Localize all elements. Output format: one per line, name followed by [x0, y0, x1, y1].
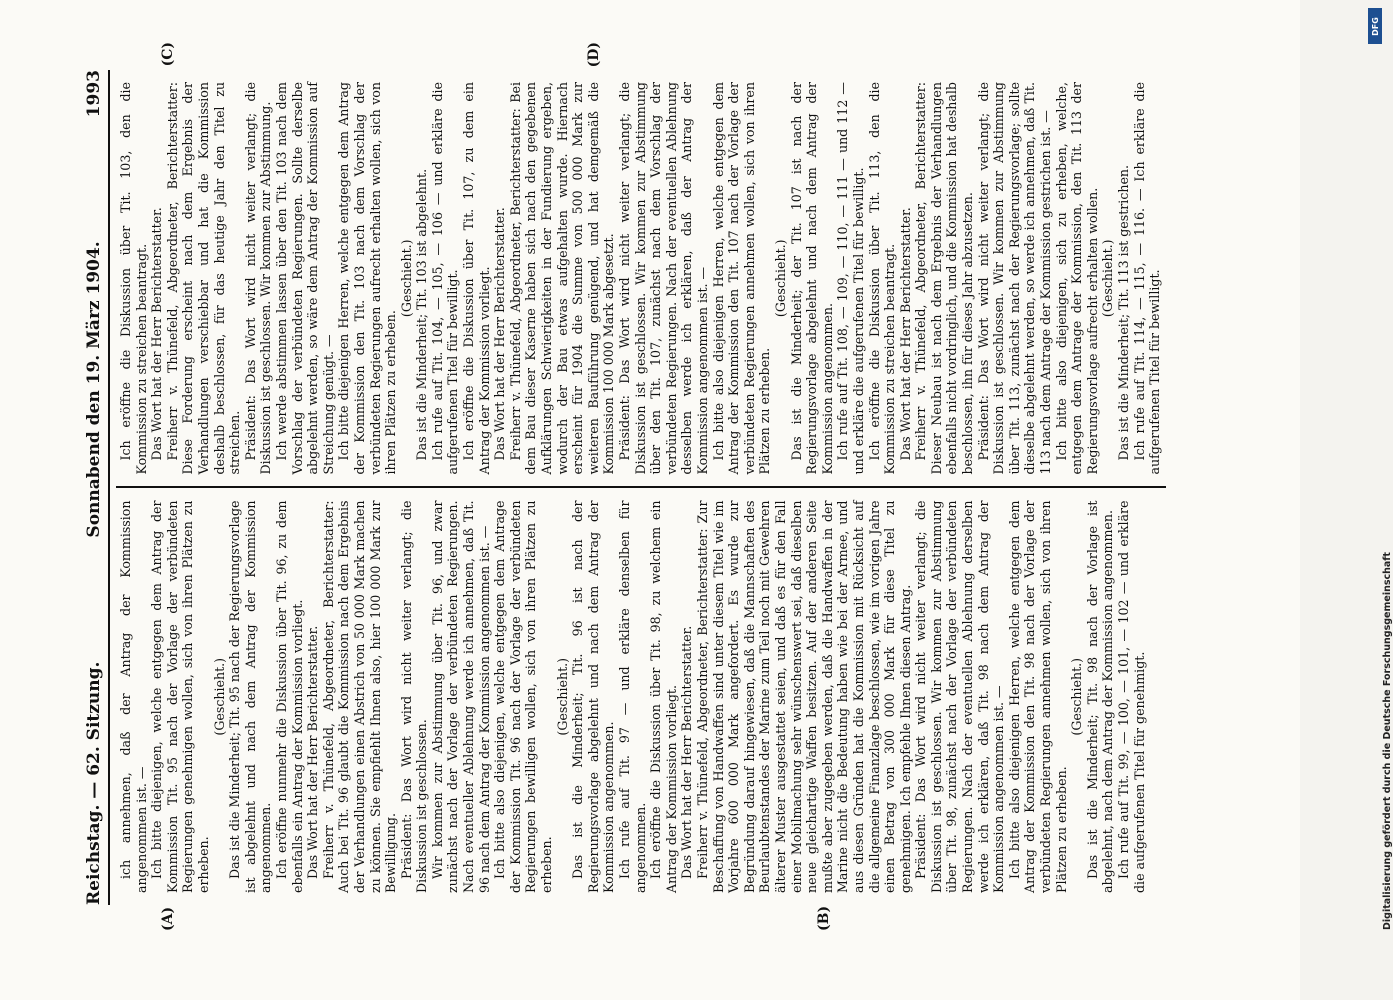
paragraph: Freiherr v. Thünefeld, Abgeordneter, Berichterstatter: Diese Forderung erscheint nach dem Ergebnis der Verhandlungen verschiebbar und hat die Kommission deshalb beschlossen, für das heutige Jahr den Titel zu streichen.: [164, 82, 243, 475]
paragraph: Ich rufe auf Tit. 104, — 105, — 106 — und erkläre die aufgerufenen Titel für bewilligt.: [429, 82, 461, 475]
paragraph: Das Wort hat der Herr Berichterstatter.: [149, 207, 165, 461]
paragraph: (Geschieht.): [1069, 657, 1085, 736]
paragraph: Das ist die Minderheit; Tit. 96 ist nach der Regierungsvorlage abgelehnt und nach dem Antrag der Kommission angenommen.: [570, 500, 617, 893]
paragraph: (Geschieht.): [211, 657, 227, 736]
paragraph: Ich eröffne die Diskussion über Tit. 107, zu dem ein Antrag der Kommission vorliegt.: [461, 82, 492, 475]
paragraph: (Geschieht.): [1100, 239, 1116, 318]
paragraph: ich annehmen, daß der Antrag der Kommission angenommen ist. —: [118, 500, 149, 893]
paragraph: Das Wort hat der Herr Berichterstatter.: [897, 207, 913, 461]
paragraph: Das ist die Minderheit; Tit. 103 ist abgelehnt.: [414, 168, 430, 461]
paragraph: Präsident: Das Wort wird nicht weiter verlangt; die Diskussion ist geschlossen. Wir kommen zur Abstimmung über den Tit. 107, zunächst nach dem Vorschlag der verbündeten Regierungen. Nach der eventuellen Ablehnung desselben werde ich erklären, daß der Antrag der Kommission angenommen ist. —: [617, 82, 710, 475]
margin-mark-d: (D): [586, 42, 602, 68]
paragraph: Das Wort hat der Herr Berichterstatter.: [679, 625, 695, 879]
paragraph: Freiherr v. Thünefeld, Abgeordneter, Berichterstatter: Bei dem Bau dieser Kaserne haben sich nach den gegebenen Aufklärungen Schwierigkeiten in der Fundierung ergeben, wodurch der Bau etwas aufgehalten wurde. Hiernach erscheint für 1904 die Summe von 500 000 Mark zur weiteren Bauführung genügend, und hat demgemäß die Kommission 100 000 Mark abgesetzt.: [507, 82, 617, 475]
paragraph: Ich eröffne die Diskussion über Tit. 113, den die Kommission zu streichen beantragt.: [866, 82, 898, 475]
paragraph: (Geschieht.): [772, 239, 788, 318]
margin-mark-a: (A): [160, 906, 176, 931]
paragraph: Ich bitte also diejenigen Herren, welche entgegen dem Antrag der Kommission den Tit. 98 nach der Vorlage der verbündeten Regierungen annehmen wollen, sich von ihren Plätzen zu erheben.: [1006, 500, 1069, 893]
paragraph: Ich rufe auf Tit. 99, — 100, — 101, — 102 — und erkläre die aufgerufenen Titel für genehmigt.: [1116, 500, 1147, 893]
paragraph: (Geschieht.): [554, 657, 570, 736]
paragraph: Präsident: Das Wort wird nicht weiter verlangt; die Diskussion ist geschlossen. Wir kommen zur Abstimmung über Tit. 113, zunächst nach der Regierungsvorlage; sollte dieselbe abgelehnt werden, so werde ich annehmen, daß Tit. 113 nach dem Antrage der Kommission gestrichen ist. —: [975, 82, 1054, 475]
paragraph: Präsident: Das Wort wird nicht weiter verlangt; die Diskussion ist geschlossen. Wir kommen zur Abstimmung über Tit. 98, zunächst nach der Vorlage der verbündeten Regierungen. Nach der eventuellen Ablehnung derselben werde ich erklären, daß Tit. 98 nach dem Antrag der Kommission angenommen ist. —: [913, 500, 1007, 893]
paragraph: Ich bitte also diejenigen, welche entgegen dem Antrage der Kommission Tit. 96 nach der Vorlage der verbündeten Regierungen bewilligen wollen, sich von ihren Plätzen zu erheben.: [492, 500, 555, 893]
page-header: [70, 70, 110, 905]
paragraph: Ich eröffne die Diskussion über Tit. 103, den die Kommission zu streichen beantragt.: [118, 82, 149, 475]
margin-mark-b: (B): [816, 905, 832, 931]
digitization-note-text: Digitalisierung gefördert durch die Deutsche Forschungsgemeinschaft: [1382, 552, 1393, 930]
text-columns: [116, 42, 1166, 931]
paragraph: Ich werde abstimmen lassen über den Tit. 103 nach dem Vorschlag der verbündeten Regierungen. Sollte derselbe abgelehnt werden, so wäre dem Antrag der Kommission auf Streichung genügt. —: [273, 82, 336, 475]
paragraph: Das ist die Minderheit; Tit. 113 ist gestrichen.: [1116, 164, 1131, 461]
paragraph: Ich eröffne die Diskussion über Tit. 98, zu welchem ein Antrag der Kommission vorliegt.: [648, 500, 679, 893]
paragraph: Präsident: Das Wort wird nicht weiter verlangt; die Diskussion ist geschlossen. Wir kommen zur Abstimmung.: [242, 82, 274, 475]
paragraph: Das ist die Minderheit; Tit. 98 nach der Vorlage ist abgelehnt, nach dem Antrag der Kommission angenommen.: [1084, 500, 1116, 893]
digitization-note: [1368, 10, 1393, 990]
left-column: [116, 489, 1166, 906]
paragraph: (Geschieht.): [398, 239, 414, 318]
paragraph: Ich rufe auf Tit. 97 — und erkläre denselben für angenommen.: [617, 500, 648, 893]
header-session: Reichstag. — 62. Sitzung.: [84, 661, 104, 905]
paragraph: Das ist die Minderheit; Tit. 95 nach der Regierungsvorlage ist abgelehnt und nach dem Antrag der Kommission angenommen.: [227, 500, 274, 893]
paragraph: Freiherr v. Thünefeld, Abgeordneter, Berichterstatter: Dieser Neubau ist nach dem Ergebnis der Verhandlungen ebenfalls nicht vordringlich, und die Kommission hat deshalb beschlossen, ihn für dieses Jahr abzusetzen.: [913, 82, 976, 475]
dfg-logo-text: DFG: [1370, 16, 1380, 36]
paragraph: Ich bitte diejenigen Herren, welche entgegen dem Antrag der Kommission den Tit. 103 nach dem Vorschlag der verbündeten Regierungen aufrecht erhalten wollen, sich von ihren Plätzen zu erheben.: [336, 82, 399, 475]
page-number: 1993: [84, 70, 104, 118]
paragraph: Freiherr v. Thünefeld, Abgeordneter, Berichterstatter: Zur Beschaffung von Handwaffen sind unter diesem Titel wie im Vorjahre 600 000 Mark angefordert. Es wurde zur Begründung darauf hingewiesen, daß die Mannschaften des Beurlaubtenstandes der Marine zum Teil noch mit Gewehren älterer Muster ausgestattet seien, und daß es für den Fall einer Mobilmachung sehr wünschenswert sei, daß dieselben neue gleichartige Waffen besitzen. Auf der anderen Seite mußte aber zugegeben werden, daß die Handwaffen in der Marine nicht die Bedeutung haben wie bei der Armee, und aus diesen Gründen hat die Kommission mit Rücksicht auf die allgemeine Finanzlage beschlossen, wie im vorigen Jahre einen Betrag von 300 000 Mark für diese Titel zu genehmigen. Ich empfehle Ihnen diesen Antrag.: [694, 500, 913, 893]
paragraph: Das ist die Minderheit; der Tit. 107 ist nach der Regierungsvorlage abgelehnt und nach dem Antrag der Kommission angenommen.: [788, 82, 835, 475]
paragraph: Ich rufe auf Tit. 108, — 109, — 110, — 111 — und 112 — und erkläre die aufgerufenen Titel für bewilligt.: [835, 82, 866, 475]
paragraph: Präsident: Das Wort wird nicht weiter verlangt; die Diskussion ist geschlossen.: [398, 500, 430, 893]
paragraph: Ich rufe auf Tit. 114, — 115, — 116. — Ich erkläre die aufgerufenen Titel für bewilligt.: [1131, 82, 1163, 475]
paragraph: Ich bitte diejenigen, welche entgegen dem Antrag der Kommission Tit. 95 nach der Vorlage der verbündeten Regierungen genehmigen wollen, sich von ihren Plätzen zu erheben.: [149, 500, 211, 893]
paragraph: Ich bitte also diejenigen Herren, welche entgegen dem Antrag der Kommission den Tit. 107 nach der Vorlage der verbündeten Regierungen annehmen wollen, sich von ihren Plätzen zu erheben.: [710, 82, 773, 475]
header-date: Sonnabend den 19. März 1904.: [84, 241, 104, 538]
paragraph: Das Wort hat der Herr Berichterstatter.: [305, 625, 321, 879]
paragraph: Wir kommen zur Abstimmung über Tit. 96, und zwar zunächst nach der Vorlage der verbündeten Regierungen. Nach eventueller Ablehnung werde ich annehmen, daß Tit. 96 nach dem Antrag der Kommission angenommen ist. —: [429, 500, 492, 893]
paragraph: Ich eröffne nunmehr die Diskussion über Tit. 96, zu dem ebenfalls ein Antrag der Kommission vorliegt.: [273, 500, 305, 893]
paragraph: Das Wort hat der Herr Berichterstatter.: [492, 207, 508, 461]
paragraph: Freiherr v. Thünefeld, Abgeordneter, Berichterstatter: Auch bei Tit. 96 glaubt die Kommission nach dem Ergebnis der Verhandlungen einen Abstrich von 50 000 Mark machen zu können. Sie empfiehlt Ihnen also, hier 100 000 Mark zur Bewilligung.: [320, 500, 399, 893]
margin-mark-c: (C): [160, 42, 176, 67]
paragraph: Ich bitte also diejenigen, sich zu erheben, welche, entgegen dem Antrage der Kommission, den Tit. 113 der Regierungsvorlage aufrecht erhalten wollen.: [1053, 82, 1100, 475]
right-column: [116, 70, 1166, 489]
